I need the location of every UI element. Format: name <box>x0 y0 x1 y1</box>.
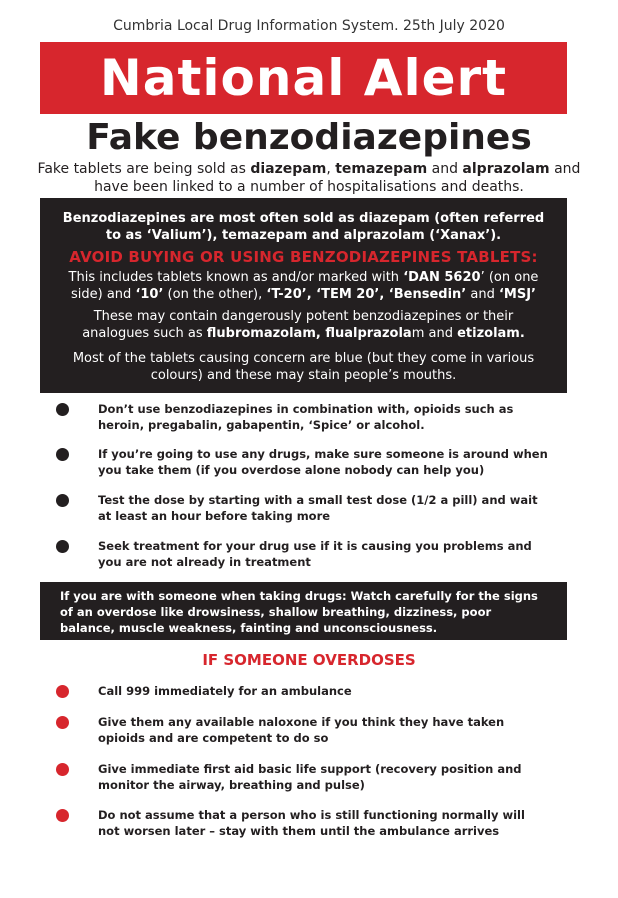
overdose-item <box>56 807 566 839</box>
marking: ‘10’ <box>135 287 164 302</box>
bullet-icon <box>56 716 69 729</box>
bullet-icon <box>56 494 69 507</box>
avoid-warning: AVOID BUYING OR USING BENZODIAZEPINES TABLETS: <box>69 248 538 266</box>
tablet-markings <box>40 269 567 303</box>
info-box <box>40 198 567 393</box>
overdose-text: Call 999 immediately for an ambulance <box>98 684 352 698</box>
text: and have been linked to a number of hospitalisations and deaths. <box>94 161 581 195</box>
advice-text: Don’t use benzodiazepines in combination with, opioids such as heroin, pregabalin, gabapentin, ‘Spice’ or alcohol. <box>98 402 514 432</box>
text: These may contain dangerously potent benzodiazepines or their analogues such as <box>82 309 514 341</box>
tablet-colour-note: Most of the tablets causing concern are blue (but they come in various colours) and these may stain people’s mouths. <box>72 351 535 383</box>
alert-subtitle <box>30 160 588 196</box>
text: and <box>427 161 463 177</box>
marking: ‘T-20’, ‘TEM 20’, ‘Bensedin’ <box>266 287 467 302</box>
advice-item <box>56 492 566 524</box>
drug-name: diazepam <box>250 161 327 177</box>
overdose-item <box>56 714 566 746</box>
overdose-signs-box: If you are with someone when taking drugs: Watch carefully for the signs of an overdose like drowsiness, shallow breathing, dizziness, poor balance, muscle weakness, fainting and unconsciousness. <box>40 582 567 640</box>
overdose-text: Do not assume that a person who is still functioning normally will not worsen later – stay with them until the ambulance arrives <box>98 808 525 838</box>
advice-text: If you’re going to use any drugs, make sure someone is around when you take them (if you overdose alone nobody can help you) <box>98 447 548 477</box>
advice-item <box>56 446 566 478</box>
text: m and <box>411 326 458 341</box>
text: This includes tablets known as and/or marked with <box>68 270 404 285</box>
bullet-icon <box>56 403 69 416</box>
bullet-icon <box>56 540 69 553</box>
drug-name: alprazolam <box>462 161 550 177</box>
marking: ‘MSJ’ <box>498 287 536 302</box>
advice-text: Seek treatment for your drug use if it is causing you problems and you are not already in treatment <box>98 539 532 569</box>
bullet-icon <box>56 809 69 822</box>
overdose-item <box>56 683 566 699</box>
text: Fake tablets are being sold as <box>37 161 251 177</box>
overdose-item <box>56 761 566 793</box>
text: ’ (on one side) and <box>71 270 539 302</box>
bullet-icon <box>56 448 69 461</box>
overdose-text: Give immediate first aid basic life support (recovery position and monitor the airway, breathing and pulse) <box>98 762 522 792</box>
bullet-icon <box>56 763 69 776</box>
analogue: flubromazolam, flualprazola <box>206 326 412 341</box>
text: and <box>466 287 499 302</box>
overdose-heading: IF SOMEONE OVERDOSES <box>202 651 416 669</box>
potent-analogues <box>40 308 567 342</box>
text: (on the other), <box>163 287 267 302</box>
marking: ‘DAN 5620 <box>403 270 481 285</box>
bullet-icon <box>56 685 69 698</box>
source-date: Cumbria Local Drug Information System. 25th July 2020 <box>113 18 505 34</box>
analogue: etizolam. <box>457 326 525 341</box>
alert-title: Fake benzodiazepines <box>86 117 532 158</box>
drug-name: temazepam <box>335 161 428 177</box>
overdose-text: Give them any available naloxone if you think they have taken opioids and are competent to do so <box>98 715 505 745</box>
text: , <box>326 161 336 177</box>
national-alert-banner: National Alert <box>40 42 567 114</box>
advice-text: Test the dose by starting with a small test dose (1/2 a pill) and wait at least an hour before taking more <box>98 493 538 523</box>
advice-item <box>56 538 566 570</box>
advice-item <box>56 401 566 433</box>
info-intro: Benzodiazepines are most often sold as diazepam (often referred to as ‘Valium’), temazepam and alprazolam (‘Xanax’). <box>62 211 545 243</box>
